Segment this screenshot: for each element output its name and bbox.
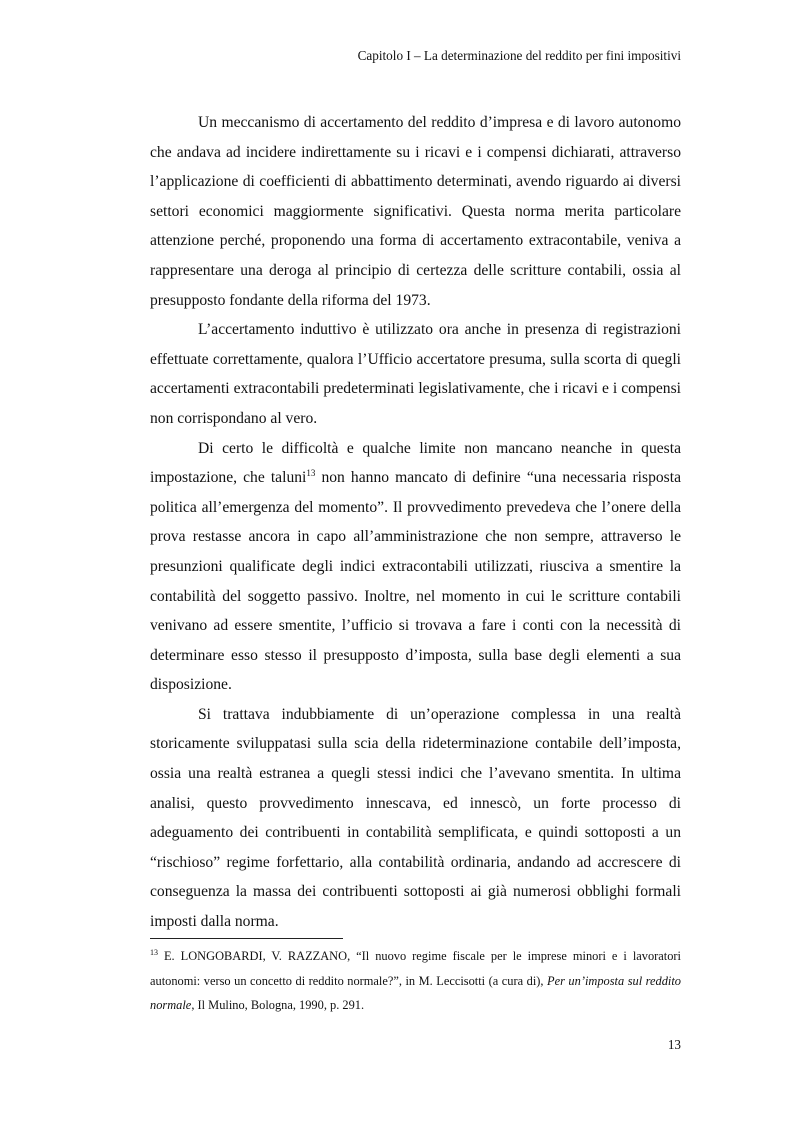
footnote-separator xyxy=(150,938,343,939)
body-text xyxy=(150,108,681,937)
paragraph-4: Si trattava indubbiamente di un’operazione complessa in una realtà storicamente sviluppatasi sulla scia della rideterminazione contabile dell’imposta, ossia una realtà estranea a quegli stessi indici che l’avevano smentita. In ultima analisi, questo provvedimento innescava, ed innescò, un forte processo di adeguamento dei contribuenti in contabilità semplificata, e quindi sottoposti a un “rischioso” regime forfettario, alla contabilità ordinaria, andando ad accrescere di conseguenza la massa dei contribuenti sottoposti ai già numerosi obblighi formali imposti dalla norma. xyxy=(150,705,681,931)
page-number: 13 xyxy=(667,1037,681,1052)
footnote-text-start: E. LONGOBARDI, V. RAZZANO, “Il nuovo regime fiscale per le imprese minori e i lavoratori autonomi: verso un concetto di reddito normale?”, in M. Leccisotti (a cura di), xyxy=(150,949,681,988)
paragraph-3-text-start: Di certo le difficoltà e qualche limite non mancano neanche in questa impostazione, che taluni xyxy=(150,439,681,487)
footnote-number: 13 xyxy=(150,947,158,957)
paragraph-3 xyxy=(150,434,681,700)
running-header: Capitolo I – La determinazione del reddito per fini impositivi xyxy=(357,48,681,63)
footnote-reference: 13 xyxy=(306,467,316,478)
footnote xyxy=(150,944,681,1018)
footnote-cited-title: Per un’imposta sul reddito normale xyxy=(150,973,682,1012)
paragraph-2: L’accertamento induttivo è utilizzato ora anche in presenza di registrazioni effettuate correttamente, qualora l’Ufficio accertatore presuma, sulla scorta di quegli accertamenti extracontabili predeterminati legislativamente, che i ricavi e i compensi non corrispondano al vero. xyxy=(150,321,681,427)
paragraph-3-text-end: non hanno mancato di definire “una necessaria risposta politica all’emergenza del momento”. Il provvedimento prevedeva che l’onere della prova restasse ancora in capo all’amministrazione che non sempre, attraverso le presunzioni qualificate degli indici extracontabili utilizzati, riusciva a smentire la contabilità del soggetto passivo. Inoltre, nel momento in cui le scritture contabili venivano ad essere smentite, l’ufficio si trovava a fare i conti con la necessità di determinare esso stesso il presupposto d’imposta, sulla base degli elementi a sua disposizione. xyxy=(150,469,681,694)
paragraph-1: Un meccanismo di accertamento del reddito d’impresa e di lavoro autonomo che andava ad incidere indirettamente su i ricavi e i compensi dichiarati, attraverso l’applicazione di coefficienti di abbattimento determinati, avendo riguardo ai diversi settori economici maggiormente significativi. Questa norma merita particolare attenzione perché, proponendo una forma di accertamento extracontabile, veniva a rappresentare una deroga al principio di certezza delle scritture contabili, ossia al presupposto fondante della riforma del 1973. xyxy=(150,114,681,309)
footnote-text-end: , Il Mulino, Bologna, 1990, p. 291. xyxy=(191,998,365,1012)
